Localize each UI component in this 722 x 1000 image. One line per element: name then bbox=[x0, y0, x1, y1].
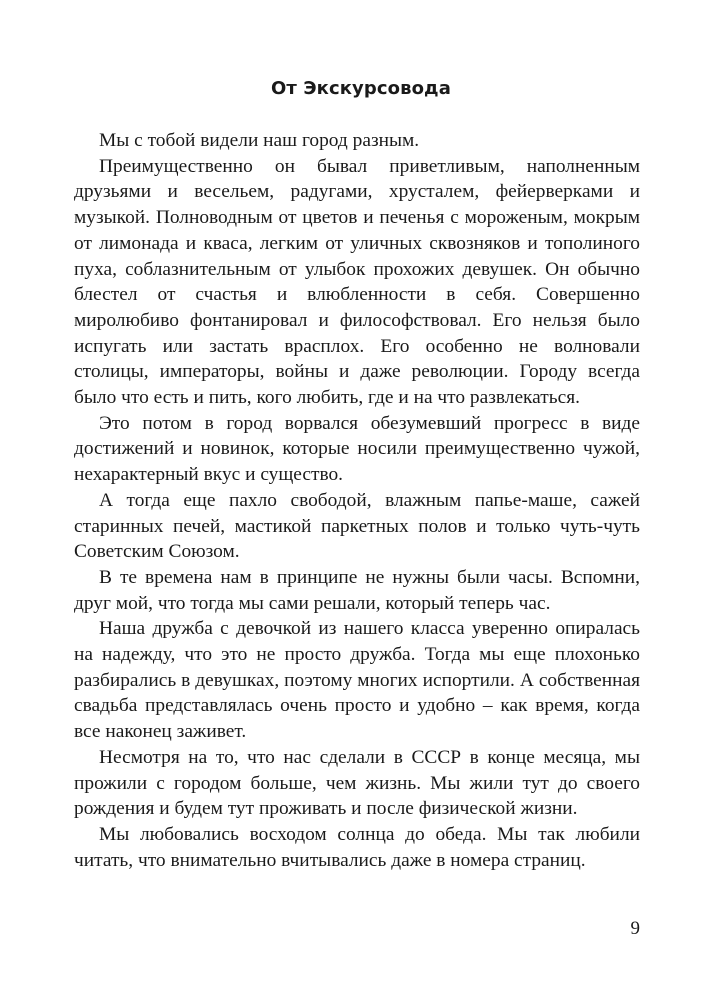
paragraph: А тогда еще пахло свободой, влажным папье-маше, сажей старинных печей, мастикой паркетных полов и только чуть-чуть Советским Союзом. bbox=[74, 489, 640, 563]
paragraph: Наша дружба с девочкой из нашего класса уверенно опиралась на надежду, что это не просто дружба. Тогда мы еще плохонько разбирались в девушках, поэтому многих испортили. А собственная свадьба представлялась очень просто и удобно – как время, когда все наконец заживет. bbox=[74, 618, 640, 743]
paragraph: В те времена нам в принципе не нужны были часы. Вспомни, друг мой, что тогда мы сами решали, который теперь час. bbox=[74, 566, 640, 614]
chapter-title: От Экскурсовода bbox=[271, 78, 451, 99]
paragraph: Мы с тобой видели наш город разным. bbox=[99, 130, 420, 151]
paragraph: Несмотря на то, что нас сделали в СССР в конце месяца, мы прожили с городом больше, чем жизнь. Мы жили тут до своего рождения и будем тут проживать и после физической жизни. bbox=[74, 746, 640, 820]
paragraph: Преимущественно он бывал приветливым, наполненным друзьями и весельем, радугами, хрусталем, фейерверками и музыкой. Полноводным от цветов и печенья с мороженым, мокрым от лимонада и кваса, легким от уличных сквозняков и тополиного пуха, соблазнительным от улыбок прохожих девушек. Он обычно блестел от счастья и влюбленности в себя. Совершенно миролюбиво фонтанировал и философствовал. Его нельзя было испугать или застать врасплох. Его особенно не волновали столицы, императоры, войны и даже революции. Городу всегда было что есть и пить, кого любить, где и на что развлекаться. bbox=[74, 155, 640, 409]
paragraph: Это потом в город ворвался обезумевший прогресс в виде достижений и новинок, которые носили преимущественно чужой, нехарактерный вкус и существо. bbox=[74, 412, 640, 486]
page-number: 9 bbox=[630, 918, 640, 939]
paragraph: Мы любовались восходом солнца до обеда. Мы так любили читать, что внимательно вчитывались даже в номера страниц. bbox=[74, 823, 640, 871]
body-text bbox=[74, 128, 640, 873]
